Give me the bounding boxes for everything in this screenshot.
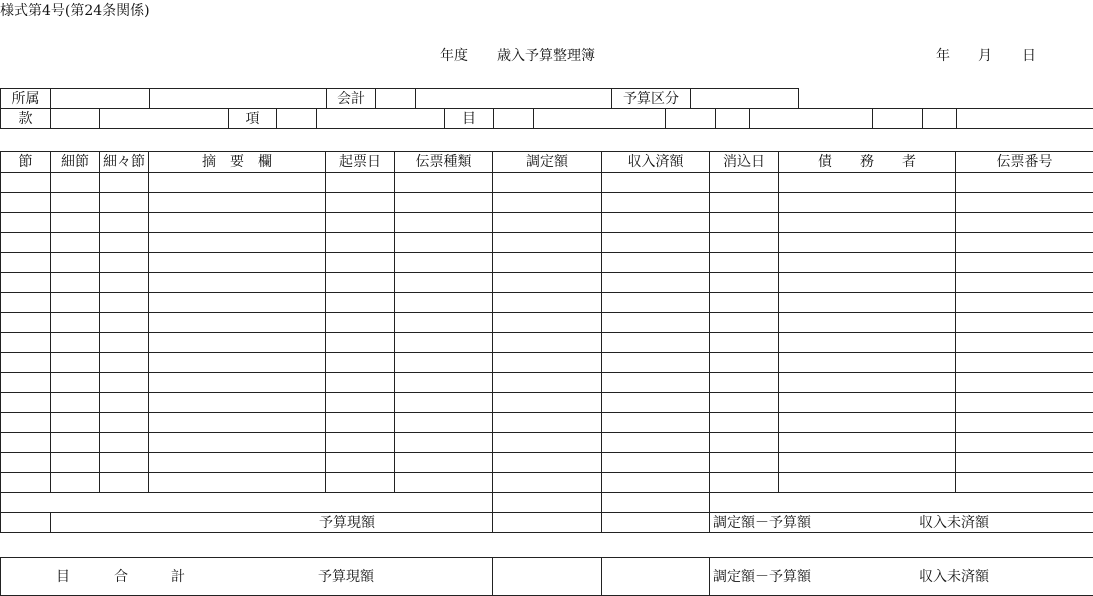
cell-received-amount[interactable] xyxy=(602,473,710,493)
cell-setsu[interactable] xyxy=(1,193,51,213)
cell-setsu[interactable] xyxy=(1,373,51,393)
cell-saisaisetsu[interactable] xyxy=(100,253,149,273)
col-slip-number: 伝票番号 xyxy=(956,152,1093,173)
cell-received-amount[interactable] xyxy=(602,373,710,393)
cell-debtor[interactable] xyxy=(779,213,956,233)
cell-slip-number[interactable] xyxy=(956,353,1093,373)
cell-issue-date[interactable] xyxy=(326,253,395,273)
cell-saisetsu[interactable] xyxy=(51,473,100,493)
code-field-1[interactable] xyxy=(666,109,716,129)
cell-clearing-date[interactable] xyxy=(710,293,779,313)
cell-setsu[interactable] xyxy=(1,253,51,273)
totals-table xyxy=(0,557,1093,596)
subtotal-received-cell[interactable] xyxy=(602,493,710,513)
cell-adjusted-amount[interactable] xyxy=(493,293,602,313)
totals-moku-label: 目 xyxy=(56,570,70,584)
table-row xyxy=(1,333,1093,353)
cell-clearing-date[interactable] xyxy=(710,373,779,393)
cell-summary[interactable] xyxy=(149,253,326,273)
date-year-label: 年 xyxy=(936,45,950,65)
cell-setsu[interactable] xyxy=(1,413,51,433)
form-number: 様式第4号(第24条関係) xyxy=(0,0,150,20)
cell-slip-number[interactable] xyxy=(956,413,1093,433)
cell-clearing-date[interactable] xyxy=(710,233,779,253)
cell-slip-number[interactable] xyxy=(956,393,1093,413)
cell-debtor[interactable] xyxy=(779,373,956,393)
cell-slip-type[interactable] xyxy=(395,473,493,493)
cell-issue-date[interactable] xyxy=(326,333,395,353)
cell-issue-date[interactable] xyxy=(326,433,395,453)
cell-issue-date[interactable] xyxy=(326,373,395,393)
col-summary: 摘 要 欄 xyxy=(149,152,326,173)
moku-field-b[interactable] xyxy=(534,109,666,129)
cell-saisetsu[interactable] xyxy=(51,293,100,313)
cell-issue-date[interactable] xyxy=(326,473,395,493)
cell-clearing-date[interactable] xyxy=(710,473,779,493)
cell-debtor[interactable] xyxy=(779,333,956,353)
cell-adjusted-amount[interactable] xyxy=(493,353,602,373)
cell-setsu[interactable] xyxy=(1,173,51,193)
cell-issue-date[interactable] xyxy=(326,213,395,233)
cell-saisetsu[interactable] xyxy=(51,193,100,213)
cell-summary[interactable] xyxy=(149,273,326,293)
cell-saisetsu[interactable] xyxy=(51,373,100,393)
cell-slip-type[interactable] xyxy=(395,433,493,453)
cell-issue-date[interactable] xyxy=(326,453,395,473)
moku-field-a[interactable] xyxy=(494,109,534,129)
cell-saisetsu[interactable] xyxy=(51,393,100,413)
cell-saisaisetsu[interactable] xyxy=(100,173,149,193)
col-issue-date: 起票日 xyxy=(326,152,395,173)
cell-setsu[interactable] xyxy=(1,453,51,473)
cell-clearing-date[interactable] xyxy=(710,413,779,433)
cell-saisetsu[interactable] xyxy=(51,213,100,233)
cell-slip-number[interactable] xyxy=(956,453,1093,473)
dept-field-2[interactable] xyxy=(150,89,327,109)
table-row xyxy=(1,353,1093,373)
cell-summary[interactable] xyxy=(149,413,326,433)
cell-clearing-date[interactable] xyxy=(710,273,779,293)
cell-received-amount[interactable] xyxy=(602,393,710,413)
cell-saisetsu[interactable] xyxy=(51,173,100,193)
cell-debtor[interactable] xyxy=(779,473,956,493)
col-slip-type: 伝票種類 xyxy=(395,152,493,173)
totals-adjusted-minus-budget-label: 調定額－予算額 xyxy=(710,570,919,584)
adjusted-minus-budget-label: 調定額－予算額 xyxy=(710,516,919,530)
cell-saisaisetsu[interactable] xyxy=(100,453,149,473)
cell-slip-type[interactable] xyxy=(395,193,493,213)
subtotal-right-cell[interactable] xyxy=(710,493,1093,513)
cell-adjusted-amount[interactable] xyxy=(493,213,602,233)
date-month-label: 月 xyxy=(978,45,992,65)
cell-issue-date[interactable] xyxy=(326,413,395,433)
cell-slip-type[interactable] xyxy=(395,413,493,433)
budget-category-field[interactable] xyxy=(691,89,799,109)
cell-received-amount[interactable] xyxy=(602,453,710,473)
cell-setsu[interactable] xyxy=(1,393,51,413)
date-day-label: 日 xyxy=(1022,45,1036,65)
cell-setsu[interactable] xyxy=(1,293,51,313)
totals-go-label: 合 xyxy=(114,570,128,584)
cell-saisetsu[interactable] xyxy=(51,453,100,473)
cell-slip-number[interactable] xyxy=(956,433,1093,453)
cell-summary[interactable] xyxy=(149,333,326,353)
cell-clearing-date[interactable] xyxy=(710,433,779,453)
cell-received-amount[interactable] xyxy=(602,213,710,233)
budget-diff-cell xyxy=(710,513,1093,533)
cell-slip-type[interactable] xyxy=(395,293,493,313)
cell-debtor[interactable] xyxy=(779,353,956,373)
cell-summary[interactable] xyxy=(149,193,326,213)
cell-received-amount[interactable] xyxy=(602,313,710,333)
cell-debtor[interactable] xyxy=(779,253,956,273)
cell-slip-type[interactable] xyxy=(395,313,493,333)
cell-clearing-date[interactable] xyxy=(710,193,779,213)
cell-adjusted-amount[interactable] xyxy=(493,253,602,273)
code-field-5[interactable] xyxy=(923,109,957,129)
cell-summary[interactable] xyxy=(149,173,326,193)
cell-saisetsu[interactable] xyxy=(51,233,100,253)
uncollected-label: 収入未済額 xyxy=(919,515,989,531)
table-row xyxy=(1,473,1093,493)
info-row-1 xyxy=(0,88,799,109)
cell-debtor[interactable] xyxy=(779,173,956,193)
cell-received-amount[interactable] xyxy=(602,293,710,313)
cell-debtor[interactable] xyxy=(779,273,956,293)
cell-issue-date[interactable] xyxy=(326,273,395,293)
cell-debtor[interactable] xyxy=(779,313,956,333)
cell-summary[interactable] xyxy=(149,373,326,393)
totals-budget-current-label: 予算現額 xyxy=(318,570,374,584)
cell-setsu[interactable] xyxy=(1,473,51,493)
col-adjusted-amount: 調定額 xyxy=(493,152,602,173)
fiscal-year-label: 年度 xyxy=(440,45,468,65)
cell-slip-number[interactable] xyxy=(956,273,1093,293)
cell-slip-type[interactable] xyxy=(395,253,493,273)
cell-setsu[interactable] xyxy=(1,273,51,293)
cell-summary[interactable] xyxy=(149,233,326,253)
cell-clearing-date[interactable] xyxy=(710,333,779,353)
budget-received-value[interactable] xyxy=(602,513,710,533)
subtotal-adjusted-cell[interactable] xyxy=(493,493,602,513)
table-row xyxy=(1,433,1093,453)
cell-saisaisetsu[interactable] xyxy=(100,393,149,413)
cell-slip-number[interactable] xyxy=(956,313,1093,333)
table-row xyxy=(1,453,1093,473)
code-field-3[interactable] xyxy=(750,109,873,129)
cell-issue-date[interactable] xyxy=(326,193,395,213)
cell-adjusted-amount[interactable] xyxy=(493,373,602,393)
cell-clearing-date[interactable] xyxy=(710,453,779,473)
cell-received-amount[interactable] xyxy=(602,333,710,353)
cell-saisaisetsu[interactable] xyxy=(100,193,149,213)
info-row-2 xyxy=(0,108,1093,129)
cell-slip-number[interactable] xyxy=(956,293,1093,313)
dept-field[interactable] xyxy=(51,89,150,109)
cell-adjusted-amount[interactable] xyxy=(493,173,602,193)
cell-issue-date[interactable] xyxy=(326,393,395,413)
ledger-table xyxy=(0,151,1093,533)
table-row xyxy=(1,373,1093,393)
cell-saisaisetsu[interactable] xyxy=(100,213,149,233)
accounting-field[interactable] xyxy=(376,89,416,109)
totals-adjusted-value[interactable] xyxy=(493,558,602,596)
cell-slip-number[interactable] xyxy=(956,253,1093,273)
cell-saisetsu[interactable] xyxy=(51,413,100,433)
table-row xyxy=(1,293,1093,313)
accounting-label: 会計 xyxy=(327,89,376,109)
cell-slip-number[interactable] xyxy=(956,233,1093,253)
cell-debtor[interactable] xyxy=(779,413,956,433)
table-row xyxy=(1,213,1093,233)
dept-label: 所属 xyxy=(1,89,51,109)
cell-saisaisetsu[interactable] xyxy=(100,373,149,393)
cell-slip-type[interactable] xyxy=(395,393,493,413)
cell-slip-number[interactable] xyxy=(956,193,1093,213)
cell-slip-number[interactable] xyxy=(956,213,1093,233)
table-row xyxy=(1,193,1093,213)
column-header-row xyxy=(1,152,1093,173)
moku-label: 目 xyxy=(445,109,494,129)
cell-slip-type[interactable] xyxy=(395,173,493,193)
cell-setsu[interactable] xyxy=(1,333,51,353)
code-field-2[interactable] xyxy=(716,109,750,129)
cell-adjusted-amount[interactable] xyxy=(493,413,602,433)
col-clearing-date: 消込日 xyxy=(710,152,779,173)
cell-clearing-date[interactable] xyxy=(710,173,779,193)
cell-summary[interactable] xyxy=(149,473,326,493)
table-row xyxy=(1,313,1093,333)
totals-kei-label: 計 xyxy=(171,570,185,584)
cell-adjusted-amount[interactable] xyxy=(493,233,602,253)
cell-slip-type[interactable] xyxy=(395,273,493,293)
cell-saisaisetsu[interactable] xyxy=(100,233,149,253)
cell-issue-date[interactable] xyxy=(326,313,395,333)
cell-received-amount[interactable] xyxy=(602,273,710,293)
cell-slip-type[interactable] xyxy=(395,353,493,373)
cell-received-amount[interactable] xyxy=(602,433,710,453)
cell-received-amount[interactable] xyxy=(602,193,710,213)
cell-slip-type[interactable] xyxy=(395,373,493,393)
cell-debtor[interactable] xyxy=(779,393,956,413)
totals-label-cell xyxy=(1,558,493,596)
cell-summary[interactable] xyxy=(149,213,326,233)
cell-issue-date[interactable] xyxy=(326,293,395,313)
cell-received-amount[interactable] xyxy=(602,353,710,373)
budget-category-label: 予算区分 xyxy=(612,89,691,109)
cell-slip-type[interactable] xyxy=(395,333,493,353)
cell-adjusted-amount[interactable] xyxy=(493,313,602,333)
subtotal-blank-row xyxy=(1,493,1093,513)
cell-saisetsu[interactable] xyxy=(51,353,100,373)
kou-field-b[interactable] xyxy=(317,109,445,129)
cell-adjusted-amount[interactable] xyxy=(493,453,602,473)
cell-saisetsu[interactable] xyxy=(51,433,100,453)
cell-summary[interactable] xyxy=(149,453,326,473)
kou-label: 項 xyxy=(229,109,277,129)
cell-slip-type[interactable] xyxy=(395,233,493,253)
cell-debtor[interactable] xyxy=(779,293,956,313)
col-received-amount: 収入済額 xyxy=(602,152,710,173)
cell-setsu[interactable] xyxy=(1,353,51,373)
cell-slip-number[interactable] xyxy=(956,473,1093,493)
cell-adjusted-amount[interactable] xyxy=(493,393,602,413)
cell-saisetsu[interactable] xyxy=(51,273,100,293)
cell-clearing-date[interactable] xyxy=(710,213,779,233)
kan-field-a[interactable] xyxy=(51,109,100,129)
col-debtor: 債 務 者 xyxy=(779,152,956,173)
col-setsu: 節 xyxy=(1,152,51,173)
code-field-4[interactable] xyxy=(873,109,923,129)
cell-slip-number[interactable] xyxy=(956,173,1093,193)
cell-adjusted-amount[interactable] xyxy=(493,473,602,493)
cell-clearing-date[interactable] xyxy=(710,253,779,273)
cell-summary[interactable] xyxy=(149,313,326,333)
cell-slip-number[interactable] xyxy=(956,373,1093,393)
cell-saisaisetsu[interactable] xyxy=(100,433,149,453)
cell-clearing-date[interactable] xyxy=(710,313,779,333)
budget-current-value[interactable] xyxy=(493,513,602,533)
cell-saisaisetsu[interactable] xyxy=(100,353,149,373)
cell-saisaisetsu[interactable] xyxy=(100,273,149,293)
table-row xyxy=(1,413,1093,433)
cell-summary[interactable] xyxy=(149,293,326,313)
cell-received-amount[interactable] xyxy=(602,233,710,253)
cell-saisaisetsu[interactable] xyxy=(100,413,149,433)
cell-adjusted-amount[interactable] xyxy=(493,193,602,213)
cell-slip-type[interactable] xyxy=(395,213,493,233)
cell-setsu[interactable] xyxy=(1,313,51,333)
cell-saisetsu[interactable] xyxy=(51,333,100,353)
table-row xyxy=(1,233,1093,253)
table-row xyxy=(1,253,1093,273)
cell-issue-date[interactable] xyxy=(326,233,395,253)
cell-summary[interactable] xyxy=(149,353,326,373)
cell-received-amount[interactable] xyxy=(602,253,710,273)
cell-setsu[interactable] xyxy=(1,213,51,233)
kan-field-b[interactable] xyxy=(100,109,229,129)
budget-summary-lead-cell xyxy=(1,513,51,533)
cell-setsu[interactable] xyxy=(1,233,51,253)
cell-debtor[interactable] xyxy=(779,453,956,473)
col-saisetsu: 細節 xyxy=(51,152,100,173)
totals-received-value[interactable] xyxy=(602,558,710,596)
accounting-field-2[interactable] xyxy=(416,89,612,109)
totals-uncollected-label: 収入未済額 xyxy=(919,569,989,585)
subtotal-blank-cell xyxy=(1,493,493,513)
cell-debtor[interactable] xyxy=(779,193,956,213)
cell-saisaisetsu[interactable] xyxy=(100,313,149,333)
cell-debtor[interactable] xyxy=(779,433,956,453)
cell-issue-date[interactable] xyxy=(326,353,395,373)
table-row xyxy=(1,173,1093,193)
cell-setsu[interactable] xyxy=(1,433,51,453)
col-saisaisetsu: 細々節 xyxy=(100,152,149,173)
cell-saisetsu[interactable] xyxy=(51,313,100,333)
cell-saisaisetsu[interactable] xyxy=(100,293,149,313)
ledger-title: 歳入予算整理簿 xyxy=(497,45,595,65)
cell-saisetsu[interactable] xyxy=(51,253,100,273)
cell-summary[interactable] xyxy=(149,433,326,453)
code-field-6[interactable] xyxy=(957,109,1093,129)
cell-saisaisetsu[interactable] xyxy=(100,473,149,493)
cell-clearing-date[interactable] xyxy=(710,393,779,413)
cell-adjusted-amount[interactable] xyxy=(493,333,602,353)
table-row xyxy=(1,393,1093,413)
cell-adjusted-amount[interactable] xyxy=(493,273,602,293)
cell-issue-date[interactable] xyxy=(326,173,395,193)
cell-received-amount[interactable] xyxy=(602,173,710,193)
kan-label: 款 xyxy=(1,109,51,129)
table-row xyxy=(1,273,1093,293)
kou-field-a[interactable] xyxy=(277,109,317,129)
cell-received-amount[interactable] xyxy=(602,413,710,433)
budget-summary-row xyxy=(1,513,1093,533)
cell-saisaisetsu[interactable] xyxy=(100,333,149,353)
cell-clearing-date[interactable] xyxy=(710,353,779,373)
cell-debtor[interactable] xyxy=(779,233,956,253)
budget-current-label: 予算現額 xyxy=(51,513,493,533)
cell-adjusted-amount[interactable] xyxy=(493,433,602,453)
totals-diff-cell xyxy=(710,558,1093,596)
cell-slip-number[interactable] xyxy=(956,333,1093,353)
cell-slip-type[interactable] xyxy=(395,453,493,473)
cell-summary[interactable] xyxy=(149,393,326,413)
